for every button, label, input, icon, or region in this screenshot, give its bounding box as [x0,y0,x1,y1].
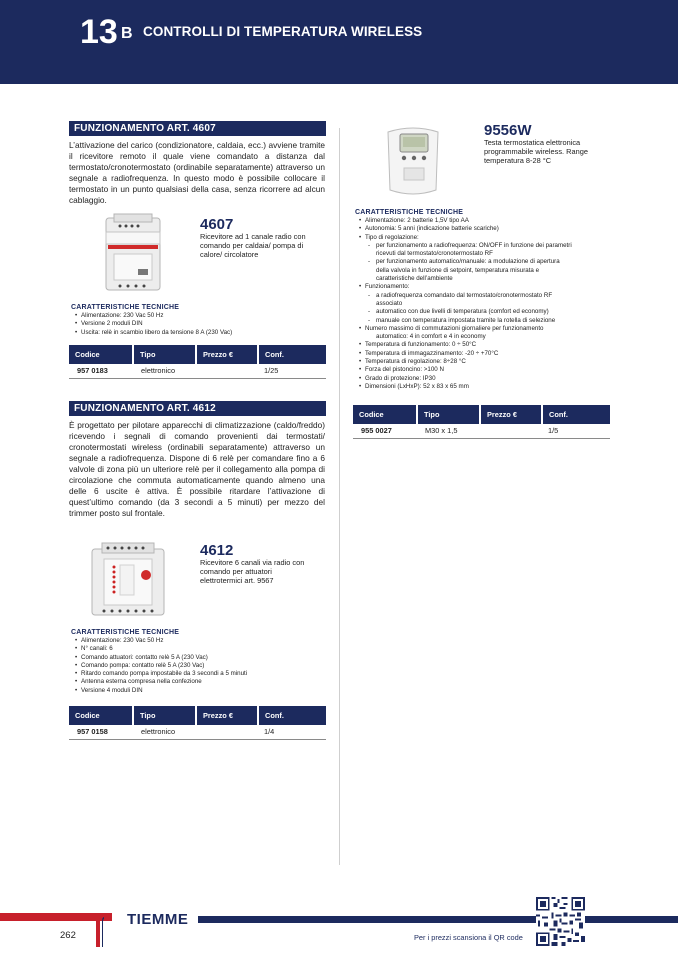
spec-item: • Forza del pistoncino: >100 N [356,366,618,374]
table-row [353,424,610,438]
spec-item: • Comando pompa: contatto relè 5 A (230 Vac) [72,662,332,670]
thermostatic-head-image [382,124,444,200]
cell-prezzo [480,424,542,438]
qr-code-icon[interactable] [536,897,585,946]
price-table-4607 [69,345,326,379]
page-number: 262 [60,930,76,941]
cell-codice: 955 0027 [353,424,417,438]
price-table-4612 [69,706,326,740]
cell-codice: 957 0183 [69,364,133,378]
page-header [0,0,678,84]
spec-item: • Versione 2 moduli DIN [72,320,332,328]
spec-continuation: della valvola in funzione di setpoint, temperatura misurata e [376,266,540,274]
spec-item: • Dimensioni (LxHxP): 52 x 83 x 65 mm [356,383,618,391]
table-header-row [353,405,610,424]
spec-item: • Temperatura di immagazzinamento: -20 ÷ +70°C [356,350,618,358]
spec-subitem: - per funzionamento automatico/manuale: a modulazione di apertura [356,258,618,266]
spec-item: • Versione 4 moduli DIN [72,687,332,695]
spec-item: • Temperatura di funzionamento: 0 ÷ 50°C [356,341,618,349]
spec-continuation: automatico: 4 in comfort e 4 in economy [376,333,486,341]
cell-conf: 1/4 [258,725,326,739]
receiver-4612-image [90,541,166,621]
table-row [69,725,326,739]
header-tipo: Tipo [133,345,196,364]
qr-caption: Per i prezzi scansiona il QR code [414,933,523,942]
spec-item: • Tipo di regolazione: [356,234,618,242]
section-paragraph-4612: È progettato per pilotare apparecchi di climatizzazione (caldo/freddo) ricevendo i segnali di comando provenienti dai termostati/ cronotermostati wireless (ordinabili separatamente) attraverso un segnale a radiofrequenza. Dispone di 6 relè per comandare fino a 6 valvole di zona più un ulteriore relè per il collegamento alla pompa di circolazione che commuta automaticamente quando almeno una delle 6 uscite è attiva. È possibile ritardare l’attivazione di quest’ultimo comando (da 3 secondi a 5 minuti) per mezzo del trimmer posto sul frontale. [69,420,325,518]
table-header-row [69,706,326,725]
chapter-title: CONTROLLI DI TEMPERATURA WIRELESS [143,24,423,39]
cell-conf: 1/5 [542,424,610,438]
cell-conf: 1/25 [258,364,326,378]
header-tipo: Tipo [417,405,480,424]
product-description-4612: Ricevitore 6 canali via radio con comando per attuatori elettrotermici art. 9567 [200,558,305,585]
header-codice: Codice [69,706,133,725]
spec-item: • Alimentazione: 230 Vac 50 Hz [72,312,332,320]
spec-item: • Comando attuatori: contatto relè 5 A (230 Vac) [72,654,332,662]
brand-logo-icon [92,913,104,947]
spec-item: • Autonomia: 5 anni (indicazione batterie scariche) [356,225,618,233]
brand-name: TIEMME [127,911,189,928]
spec-subitem: - per funzionamento a radiofrequenza: ON/OFF in funzione dei parametri [356,242,618,250]
header-prezzo: Prezzo € [196,706,258,725]
spec-item: • Temperatura di regolazione: 8÷28 °C [356,358,618,366]
spec-continuation: ricevuti dal termostato/cronotermostato RF [376,250,493,258]
specs-title-4607: CARATTERISTICHE TECNICHE [71,304,180,311]
chapter-letter: B [121,25,133,42]
header-conf: Conf. [258,706,326,725]
receiver-4607-image [104,212,162,296]
spec-item: • Ritardo comando pompa impostabile da 3 secondi a 5 minuti [72,670,332,678]
cell-tipo: M30 x 1,5 [417,424,480,438]
header-prezzo: Prezzo € [480,405,542,424]
header-conf: Conf. [258,345,326,364]
table-row [69,364,326,378]
price-table-9556w [353,405,610,439]
cell-tipo: elettronico [133,725,196,739]
specs-title-4612: CARATTERISTICHE TECNICHE [71,629,180,636]
spec-item: • N° canali: 6 [72,645,332,653]
spec-subitem: - automatico con due livelli di temperatura (comfort ed economy) [356,308,618,316]
section-paragraph-4607: L’attivazione del carico (condizionatore, caldaia, ecc.) avviene tramite il ricevitore remoto il quale viene comandato a distanza dal termostato/cronotermostato (ordinabile separatamente) attraverso un segnale a radiofrequenza. In questo modo è possibile collocare il termostato in un punto qualsiasi della casa, senza ricorrere ad alcun cablaggio. [69,140,325,205]
header-codice: Codice [69,345,133,364]
header-tipo: Tipo [133,706,196,725]
product-description-9556w: Testa termostatica elettronica programmabile wireless. Range temperatura 8-28 °C [484,138,588,165]
section-title-4607: FUNZIONAMENTO ART. 4607 [69,121,326,136]
header-conf: Conf. [542,405,610,424]
spec-item: • Funzionamento: [356,283,618,291]
product-code-4607: 4607 [200,216,234,233]
spec-continuation: associato [376,299,403,307]
table-header-row [69,345,326,364]
specs-list-4607 [72,312,332,337]
spec-item: • Grado di protezione: IP30 [356,375,618,383]
product-code-4612: 4612 [200,542,234,559]
specs-list-9556w [356,217,618,391]
specs-title-9556w: CARATTERISTICHE TECNICHE [355,209,464,216]
product-description-4607: Ricevitore ad 1 canale radio con comando per caldaia/ pompa di calore/ circolatore [200,232,306,259]
specs-list-4612 [72,637,332,695]
header-codice: Codice [353,405,417,424]
chapter-number: 13 [80,13,118,51]
section-title-4612: FUNZIONAMENTO ART. 4612 [69,401,326,416]
cell-tipo: elettronico [133,364,196,378]
cell-prezzo [196,725,258,739]
spec-item: • Alimentazione: 230 Vac 50 Hz [72,637,332,645]
spec-item: • Alimentazione: 2 batterie 1,5V tipo AA [356,217,618,225]
spec-item: • Numero massimo di commutazioni giornaliere per funzionamento [356,325,618,333]
header-prezzo: Prezzo € [196,345,258,364]
cell-codice: 957 0158 [69,725,133,739]
spec-item: • Uscita: relè in scambio libero da tensione 8 A (230 Vac) [72,329,332,337]
product-code-9556w: 9556W [484,122,532,139]
column-divider [339,128,340,865]
spec-subitem: - a radiofrequenza comandato dal termostato/cronotermostato RF [356,292,618,300]
footer-navy-line [198,916,678,923]
spec-item: • Antenna esterna compresa nella confezione [72,678,332,686]
cell-prezzo [196,364,258,378]
spec-subitem: - manuale con temperatura impostata tramite la rotella di selezione [356,317,618,325]
spec-continuation: caratteristiche dell’ambiente [376,275,453,283]
